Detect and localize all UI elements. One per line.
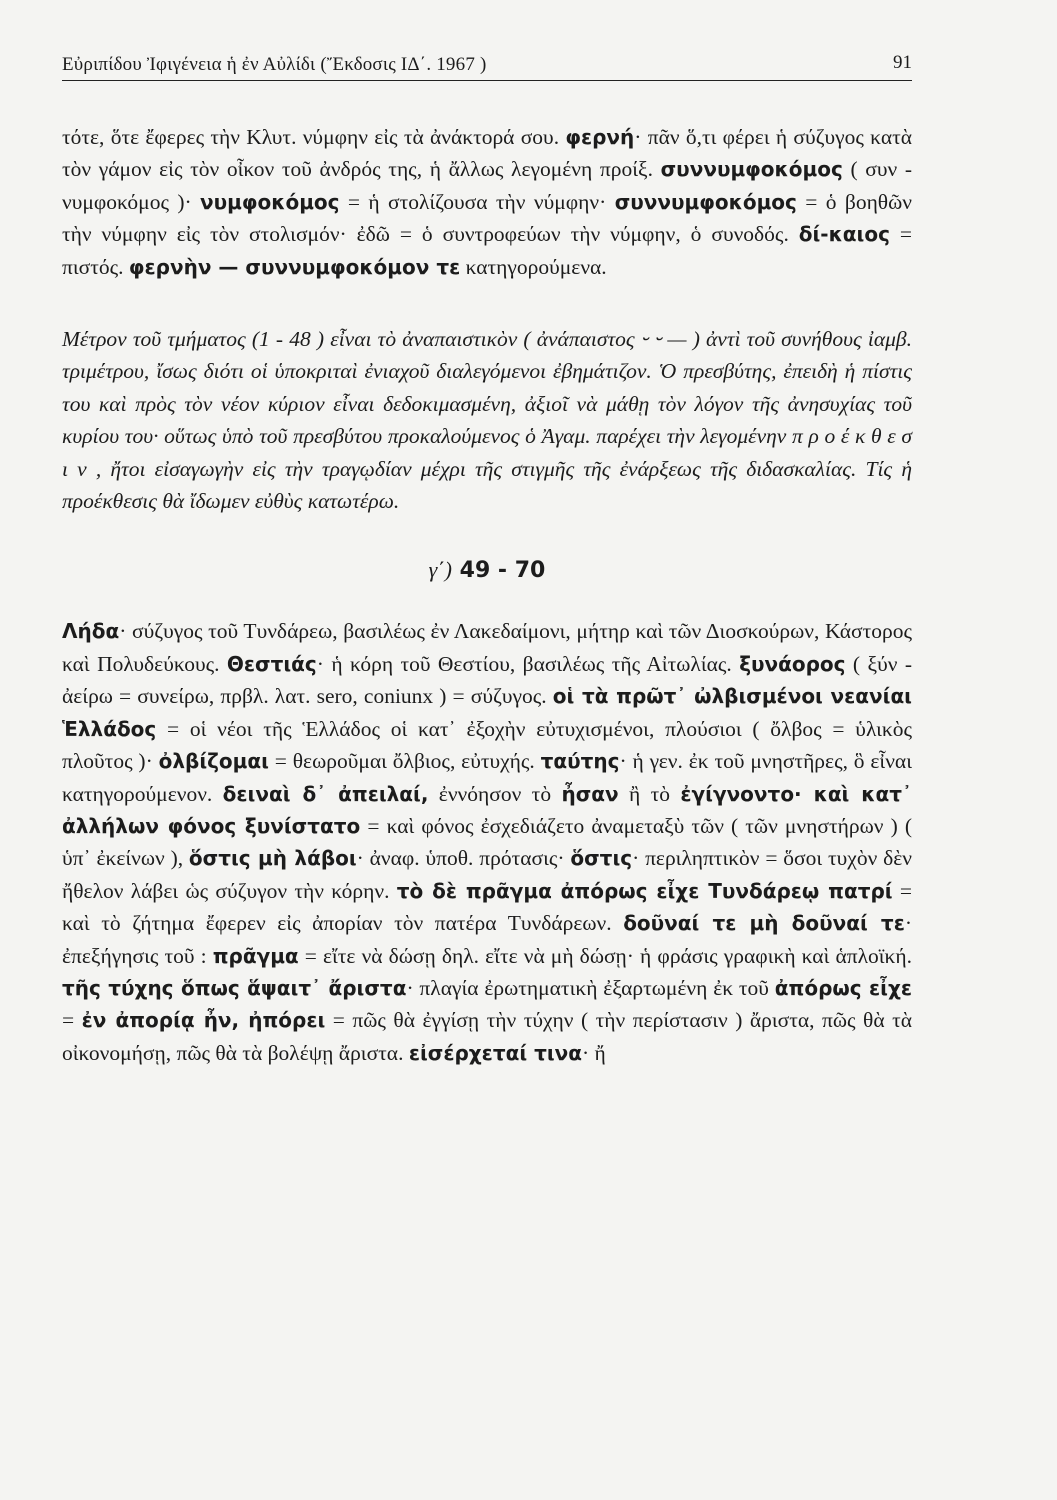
lemma-term: οἱ τὰ πρῶτ᾽ ὠλβισμένοι νεανίαι Ἑλλάδος xyxy=(62,684,912,741)
lemma-term: Θεστιάς xyxy=(226,651,317,676)
lemma-term: ἦσαν xyxy=(561,781,619,806)
gloss-text: · ἀναφ. ὑποθ. πρότασις· xyxy=(356,846,571,871)
running-header xyxy=(62,30,912,81)
gloss-text: ἐννόησον τὸ xyxy=(428,781,562,806)
lemma-term: φερνὴν — συννυμφοκόμον τε xyxy=(128,254,461,279)
lemma-term: συννυμφοκόμος xyxy=(614,189,797,214)
lemma-term: Λήδα xyxy=(62,619,120,644)
gloss-text: = ἡ στολίζουσα τὴν νύμφην· xyxy=(339,189,615,214)
lemma-term: τὸ δὲ πρᾶγμα ἀπόρως εἶχε Τυνδάρεῳ πατρί xyxy=(396,878,893,903)
lemma-term: δοῦναί τε μὴ δοῦναί τε xyxy=(623,911,905,936)
gloss-text: · πᾶν ὅ,τι φέρει ἡ σύζυγος κατὰ τὸν γάμον εἰς τὸν οἶκον τοῦ ἀνδρός της, ἡ ἄλλως λεγομένη προίξ. xyxy=(62,125,912,182)
lemma-term: νυμφοκόμος xyxy=(200,189,340,214)
lemma-term: ἀπόρως εἶχε xyxy=(774,975,912,1000)
gloss-text: = οἱ νέοι τῆς Ἑλλάδος οἱ κατ᾽ ἐξοχὴν εὐτυχισμένοι, πλούσιοι ( ὄλβος = ὑλικὸς πλοῦτος )· xyxy=(62,716,912,774)
gloss-text: · σύζυγος τοῦ Τυνδάρεω, βασιλέως ἐν Λακεδαίμονι, μήτηρ καὶ τῶν Διοσκούρων, Κάστορος καὶ Πολυδεύκους. xyxy=(62,619,912,676)
lemma-term: ὅστις μὴ λάβοι xyxy=(188,846,357,871)
gloss-text: · περιληπτικὸν = ὅσοι τυχὸν δὲν ἤθελον λάβει ὡς σύζυγον τὴν κόρην. xyxy=(62,846,912,903)
lemma-term: πρᾶγμα xyxy=(212,943,299,968)
section-label: γ΄) xyxy=(428,557,452,583)
gloss-text: = πιστός. xyxy=(62,222,912,279)
gloss-text: = θεωροῦμαι ὄλβιος, εὐτυχής. xyxy=(268,749,541,774)
gloss-text: τότε, ὅτε ἔφερες τὴν Κλυτ. νύμφην εἰς τὰ ἀνάκτορά σου. xyxy=(62,125,566,149)
gloss-text: Μέτρον τοῦ τμήματος (1 - 48 ) εἶναι τὸ ἀναπαιστικὸν ( ἀνάπαιστος ⏑ ⏑ — ) ἀντὶ τοῦ συνήθους ἰαμβ. τριμέτρου, ἴσως διότι οἱ ὑποκριταὶ ἐνιαχοῦ διαλεγόμενοι ἐβημάτιζον. Ὁ πρεσβύτης, ἐπειδὴ ἡ πίστις του καὶ πρὸς τὸν νέον κύριον εἶναι δεδοκιμασμένη, ἀξιοῖ νὰ μάθῃ τὸν λόγον τῆς ἀνησυχίας τοῦ κυρίου του· οὕτως ὑπὸ τοῦ πρεσβύτου προκαλούμενος ὁ Ἀγαμ. παρέχει τὴν λεγομένην π ρ ο έ κ θ ε σ ι ν , ἤτοι εἰσαγωγὴν εἰς τὴν τραγῳδίαν μέχρι τῆς στιγμῆς τῆς ἐνάρξεως τῆς διδασκαλίας. Τίς ἡ προέκθεσις θὰ ἴδωμεν εὐθὺς κατωτέρω. xyxy=(62,327,912,514)
section-line-range: 49 - 70 xyxy=(459,558,546,584)
gloss-text: · πλαγία ἐρωτηματικὴ ἐξαρτωμένη ἐκ τοῦ xyxy=(406,975,775,1000)
lemma-term: τῆς τύχης ὅπως ἅψαιτ᾽ ἄριστα xyxy=(62,975,407,1000)
lemma-term: ὀλβίζομαι xyxy=(158,749,269,774)
gloss-text: ( συν - νυμφοκόμος )· xyxy=(62,157,913,214)
section-heading xyxy=(62,557,912,583)
gloss-text: ( ξύν - ἀείρω = συνείρω, πρβλ. λατ. sero, coniunx ) = σύζυγος. xyxy=(62,651,912,709)
lemma-term: φερνή xyxy=(565,125,635,149)
gloss-text: · ἐπεξήγησις τοῦ : xyxy=(62,911,912,968)
gloss-text: = xyxy=(62,1008,82,1033)
paragraph-glossary-1 xyxy=(62,121,912,283)
paragraph-meter-note xyxy=(62,323,912,517)
running-title: Εὐριπίδου Ἰφιγένεια ἡ ἐν Αὐλίδι (Ἔκδοσις ΙΔ΄. 1967 ) xyxy=(62,54,487,75)
gloss-text: = καὶ τὸ ζήτημα ἔφερεν εἰς ἀπορίαν τὸν πατέρα Τυνδάρεων. xyxy=(62,878,912,936)
gloss-text: = ὁ βοηθῶν τὴν νύμφην εἰς τὸν στολισμόν· ἐδῶ = ὁ συντροφεύων τὴν νύμφην, ὁ συνοδός. xyxy=(62,189,912,247)
lemma-term: ἐν ἀπορίᾳ ἦν, ἠπόρει xyxy=(81,1008,326,1033)
lemma-term: δειναὶ δ᾽ ἀπειλαί, xyxy=(222,781,429,806)
gloss-text: = πῶς θὰ ἐγγίσῃ τὴν τύχην ( τὴν περίστασιν ) ἄριστα, πῶς θὰ τὰ οἰκονομήσῃ, πῶς θὰ τὰ βολέψῃ ἄριστα. xyxy=(62,1008,912,1065)
lemma-term: εἰσέρχεταί τινα xyxy=(408,1040,582,1065)
lemma-term: ὅστις xyxy=(570,846,633,871)
gloss-text: ἢ τὸ xyxy=(618,781,681,806)
gloss-text: = καὶ φόνος ἐσχεδιάζετο ἀναμεταξὺ τῶν ( τῶν μνηστήρων ) ( ὑπ᾽ ἐκείνων ), xyxy=(62,813,912,871)
lemma-term: ἐγίγνοντο· καὶ κατ᾽ ἀλλήλων φόνος ξυνίστατο xyxy=(62,781,913,838)
lemma-term: δί-καιος xyxy=(798,222,890,247)
gloss-text: κατηγορούμενα. xyxy=(460,254,607,279)
lemma-term: ταύτης xyxy=(540,749,620,774)
document-page xyxy=(62,30,912,1470)
lemma-term: ξυνάορος xyxy=(739,651,846,676)
page-number: 91 xyxy=(893,52,912,73)
gloss-text: = εἴτε νὰ δώσῃ δηλ. εἴτε νὰ μὴ δώσῃ· ἡ φράσις γραφικὴ καὶ ἁπλοϊκή. xyxy=(298,943,912,968)
gloss-text: · ἡ γεν. ἐκ τοῦ μνηστῆρες, ὃ εἶναι κατηγορούμενον. xyxy=(62,749,912,806)
gloss-text: · ἤ xyxy=(582,1040,606,1065)
lemma-term: συννυμφοκόμος xyxy=(660,157,843,182)
paragraph-glossary-2 xyxy=(62,615,912,1069)
gloss-text: · ἡ κόρη τοῦ Θεστίου, βασιλέως τῆς Αἰτωλίας. xyxy=(316,651,740,676)
commentary-text xyxy=(62,121,912,1069)
